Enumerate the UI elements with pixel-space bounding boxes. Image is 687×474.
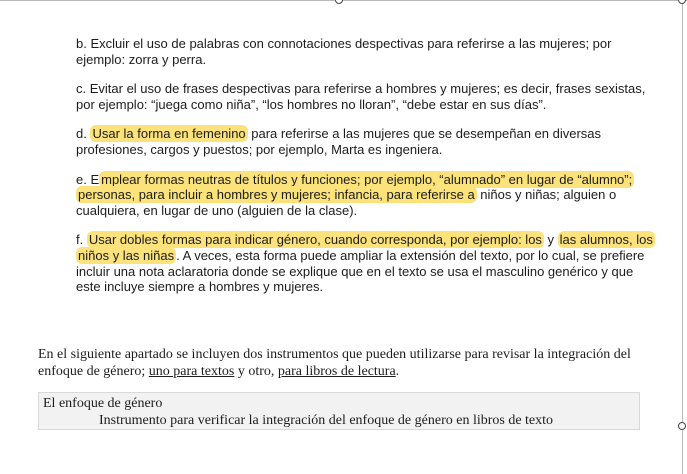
list-item-d — [76, 126, 656, 157]
highlighted-text: mplear formas neutras de títulos y funciones; por ejemplo, “alumnado” en lugar de “alumno”; personas, para incluir a hombres y mujeres; infancia, para referirse a — [78, 171, 633, 203]
item-text: f. — [76, 232, 87, 248]
item-text: . A veces, esta forma puede ampliar la extensión del texto, por lo cual, se prefiere incluir una nota aclaratoria donde se explique que en el texto se usa el masculino genérico y que este incluye siempre a hombres y mujeres. — [76, 247, 645, 295]
item-text: niños y niñas; alguien o cualquiera, en lugar de uno (alguien de la clase). — [76, 187, 617, 218]
resize-handle-top-right[interactable] — [678, 0, 686, 4]
underlined-text: uno para textos — [148, 364, 235, 379]
item-text: y — [543, 232, 558, 248]
item-text: d. — [76, 126, 91, 142]
item-text: e. E — [76, 171, 100, 187]
highlighted-text: las alumnos, los niños y las niñas — [78, 232, 653, 263]
paragraph-text: . — [395, 364, 400, 379]
underlined-text: para libros de lectura — [277, 364, 396, 379]
list-item-c — [76, 81, 656, 112]
section-heading: El enfoque de género — [43, 396, 163, 411]
page-right-border — [682, 0, 683, 474]
intro-paragraph — [38, 346, 650, 380]
resize-handle-right[interactable] — [678, 422, 686, 430]
section-box — [38, 392, 640, 430]
highlighted-text: Usar la forma en femenino — [92, 126, 246, 142]
paragraph-text: y otro, — [234, 364, 278, 379]
list-item-e — [76, 172, 656, 219]
item-text: para referirse a las mujeres que se desempeñan en diversas profesiones, cargos y puestos; por ejemplo, Marta es ingeniera. — [76, 126, 602, 157]
item-text: b. Excluir el uso de palabras con connotaciones despectivas para referirse a las mujeres; por ejemplo: zorra y perra. — [76, 36, 612, 67]
paragraph-text: En el siguiente apartado se incluyen dos instrumentos que pueden utilizarse para revisar la integración del enfoque de género; — [38, 347, 631, 379]
list-item-f — [76, 232, 656, 294]
item-text: c. Evitar el uso de frases despectivas para referirse a hombres y mujeres; es decir, frases sexistas, por ejemplo: “juega como niña”, “los hombres no lloran”, “debe estar en sus días”. — [76, 81, 646, 112]
highlighted-text: Usar dobles formas para indicar género, cuando corresponda, por ejemplo: los — [88, 232, 542, 248]
section-subheading: Instrumento para verificar la integración del enfoque de género en libros de texto — [99, 413, 554, 428]
page-top-border — [0, 0, 687, 1]
recommendation-list — [76, 36, 656, 309]
list-item-b — [76, 36, 656, 67]
resize-handle-top[interactable] — [335, 0, 343, 4]
